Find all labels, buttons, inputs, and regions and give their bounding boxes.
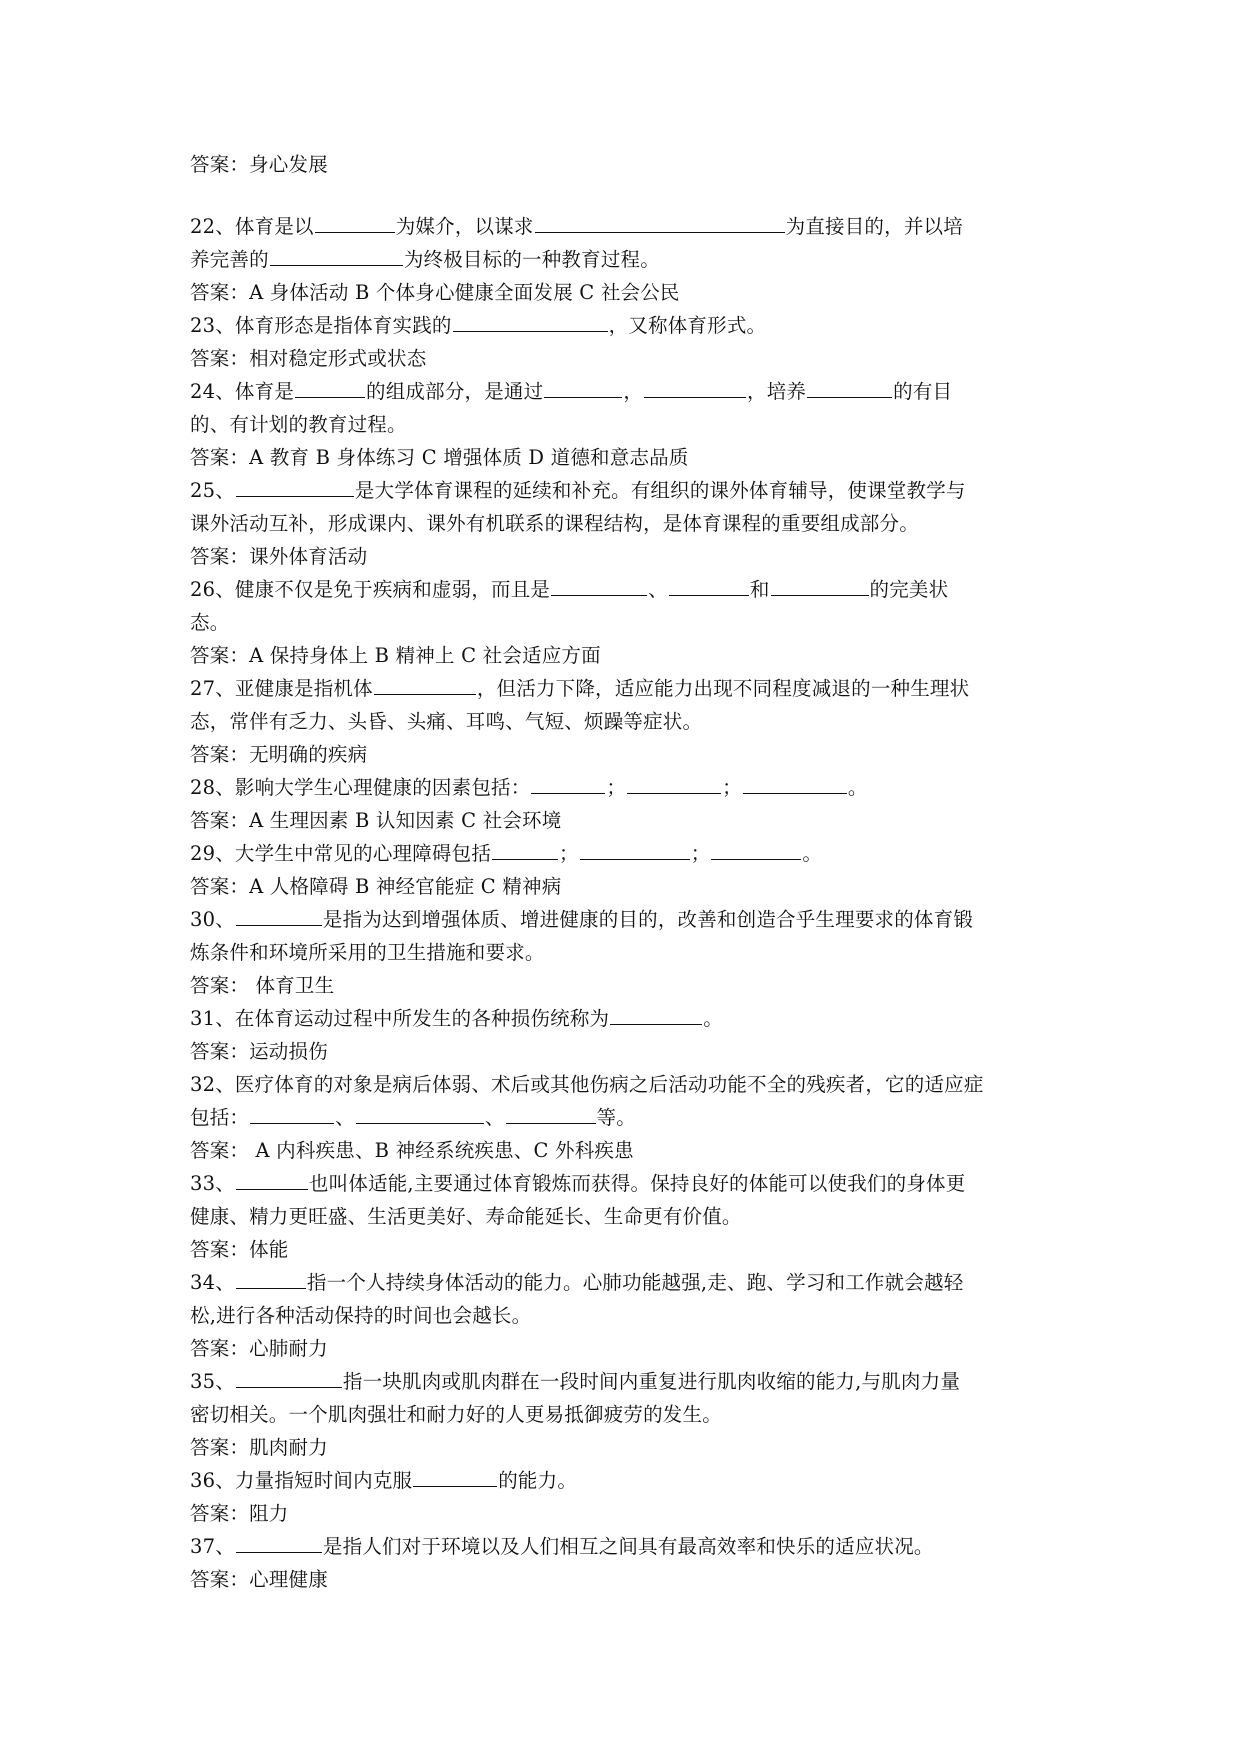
question-line: 33、 也叫体适能,主要通过体育锻炼而获得。保持良好的体能可以使我们的身体更 [190, 1167, 1072, 1200]
answer-blank[interactable] [711, 837, 801, 860]
answer-blank[interactable] [295, 375, 365, 398]
answer-line: 答案：无明确的疾病 [190, 743, 368, 766]
question-line: 24、体育是 的组成部分，是通过 ， ，培养 的有目 [190, 375, 1072, 408]
question-line: 健康、精力更旺盛、生活更美好、寿命能延长、生命更有价值。 [190, 1205, 742, 1228]
answer-blank[interactable] [236, 903, 322, 926]
answer-line: 答案：A 保持身体上 B 精神上 C 社会适应方面 [190, 644, 601, 667]
answer-line: 答案：心理健康 [190, 1568, 328, 1591]
question-line: 密切相关。一个肌肉强壮和耐力好的人更易抵御疲劳的发生。 [190, 1403, 722, 1426]
question-line: 28、影响大学生心理健康的因素包括： ； ； 。 [190, 771, 1072, 804]
question-line: 23、体育形态是指体育实践的 ，又称体育形式。 [190, 309, 1072, 342]
answer-line: 答案：A 身体活动 B 个体身心健康全面发展 C 社会公民 [190, 281, 680, 304]
question-line: 35、 指一块肌肉或肌肉群在一段时间内重复进行肌肉收缩的能力,与肌肉力量 [190, 1365, 1072, 1398]
question-line: 课外活动互补，形成课内、课外有机联系的课程结构，是体育课程的重要组成部分。 [190, 512, 919, 535]
answer-blank[interactable] [236, 1266, 306, 1289]
question-list [190, 148, 1072, 1596]
answer-line: 答案： 体育卫生 [190, 974, 335, 997]
answer-blank[interactable] [356, 1101, 484, 1124]
answer-blank[interactable] [531, 771, 605, 794]
answer-blank[interactable] [807, 375, 892, 398]
question-line: 36、力量指短时间内克服 的能力。 [190, 1464, 1072, 1497]
answer-line: 答案：A 生理因素 B 认知因素 C 社会环境 [190, 809, 562, 832]
answer-blank[interactable] [315, 210, 395, 233]
question-line: 30、 是指为达到增强体质、增进健康的目的，改善和创造合乎生理要求的体育锻 [190, 903, 1072, 936]
answer-line: 答案：A 教育 B 身体练习 C 增强体质 D 道德和意志品质 [190, 446, 689, 469]
question-line: 22、体育是以 为媒介，以谋求 为直接目的，并以培 [190, 210, 1072, 243]
question-line: 31、在体育运动过程中所发生的各种损伤统称为 。 [190, 1002, 1072, 1035]
answer-blank[interactable] [771, 573, 869, 596]
answer-blank[interactable] [535, 210, 785, 233]
question-line: 37、 是指人们对于环境以及人们相互之间具有最高效率和快乐的适应状况。 [190, 1530, 1072, 1563]
answer-blank[interactable] [250, 1101, 334, 1124]
question-line: 29、大学生中常见的心理障碍包括 ； ； 。 [190, 837, 1072, 870]
answer-blank[interactable] [506, 1101, 596, 1124]
question-line: 34、 指一个人持续身体活动的能力。心肺功能越强,走、跑、学习和工作就会越轻 [190, 1266, 1072, 1299]
question-line: 27、亚健康是指机体 ，但活力下降，适应能力出现不同程度减退的一种生理状 [190, 672, 1072, 705]
answer-blank[interactable] [236, 474, 354, 497]
answer-blank[interactable] [544, 375, 622, 398]
question-line: 态，常伴有乏力、头昏、头痛、耳鸣、气短、烦躁等症状。 [190, 710, 703, 733]
answer-line: 答案：课外体育活动 [190, 545, 368, 568]
answer-blank[interactable] [236, 1365, 342, 1388]
answer-blank[interactable] [270, 243, 403, 266]
question-line: 25、 是大学体育课程的延续和补充。有组织的课外体育辅导，使课堂教学与 [190, 474, 1072, 507]
question-line: 态。 [190, 611, 230, 634]
answer-line: 答案：阻力 [190, 1502, 289, 1525]
answer-blank[interactable] [236, 1530, 322, 1553]
answer-line: 答案： A 内科疾患、B 神经系统疾患、C 外科疾患 [190, 1139, 634, 1162]
answer-line: 答案：相对稳定形式或状态 [190, 347, 427, 370]
question-line: 炼条件和环境所采用的卫生措施和要求。 [190, 941, 545, 964]
answer-line: 答案：身心发展 [190, 153, 328, 176]
question-line: 26、健康不仅是免于疾病和虚弱，而且是 、 和 的完美状 [190, 573, 1072, 606]
question-line: 养完善的 为终极目标的一种教育过程。 [190, 243, 1072, 276]
answer-blank[interactable] [374, 672, 476, 695]
question-line: 松,进行各种活动保持的时间也会越长。 [190, 1304, 532, 1327]
answer-blank[interactable] [743, 771, 847, 794]
question-line: 的、有计划的教育过程。 [190, 413, 407, 436]
answer-blank[interactable] [580, 837, 690, 860]
answer-blank[interactable] [453, 309, 608, 332]
answer-blank[interactable] [236, 1167, 308, 1190]
answer-blank[interactable] [610, 1002, 702, 1025]
answer-blank[interactable] [551, 573, 647, 596]
answer-line: 答案：A 人格障碍 B 神经官能症 C 精神病 [190, 875, 562, 898]
answer-line: 答案：心肺耐力 [190, 1337, 328, 1360]
question-line: 包括： 、 、 等。 [190, 1101, 1072, 1134]
answer-blank[interactable] [413, 1464, 497, 1487]
answer-blank[interactable] [492, 837, 558, 860]
answer-blank[interactable] [644, 375, 746, 398]
answer-line: 答案：肌肉耐力 [190, 1436, 328, 1459]
answer-blank[interactable] [669, 573, 749, 596]
answer-blank[interactable] [627, 771, 721, 794]
question-line: 32、医疗体育的对象是病后体弱、术后或其他伤病之后活动功能不全的残疾者，它的适应症 [190, 1073, 984, 1096]
answer-line: 答案：运动损伤 [190, 1040, 328, 1063]
answer-line: 答案：体能 [190, 1238, 289, 1261]
